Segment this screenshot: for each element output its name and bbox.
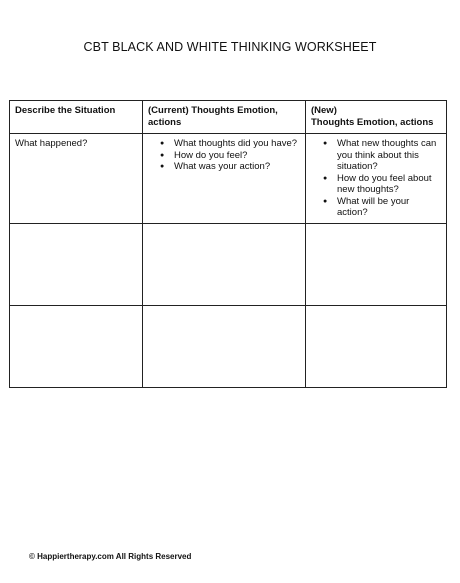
table-row <box>10 224 447 306</box>
header-describe-situation: Describe the Situation <box>10 101 143 134</box>
blank-cell[interactable] <box>306 224 447 306</box>
worksheet-table <box>9 100 447 388</box>
list-item: ● What new thoughts can you think about this situation? <box>337 138 441 173</box>
blank-cell[interactable] <box>143 224 306 306</box>
table-row <box>10 134 447 224</box>
cell-new-prompts[interactable] <box>306 134 447 224</box>
cell-what-happened[interactable]: What happened? <box>10 134 143 224</box>
table-row <box>10 306 447 388</box>
list-item: ● What will be your action? <box>337 196 441 219</box>
page-title: CBT BLACK AND WHITE THINKING WORKSHEET <box>83 40 377 54</box>
header-current-thoughts: (Current) Thoughts Emotion, actions <box>143 101 306 134</box>
blank-cell[interactable] <box>143 306 306 388</box>
blank-cell[interactable] <box>10 224 143 306</box>
blank-cell[interactable] <box>306 306 447 388</box>
blank-cell[interactable] <box>10 306 143 388</box>
list-item: ● What thoughts did you have? <box>174 138 300 150</box>
list-item: ● What was your action? <box>174 161 300 173</box>
cell-current-prompts[interactable] <box>143 134 306 224</box>
copyright-footer: © Happiertherapy.com All Rights Reserved <box>29 552 192 561</box>
new-prompt-list <box>311 138 441 219</box>
header-row <box>10 101 447 134</box>
header-new-thoughts: (New) Thoughts Emotion, actions <box>306 101 447 134</box>
list-item: ● How do you feel about new thoughts? <box>337 173 441 196</box>
list-item: ● How do you feel? <box>174 150 300 162</box>
current-prompt-list <box>148 138 300 173</box>
